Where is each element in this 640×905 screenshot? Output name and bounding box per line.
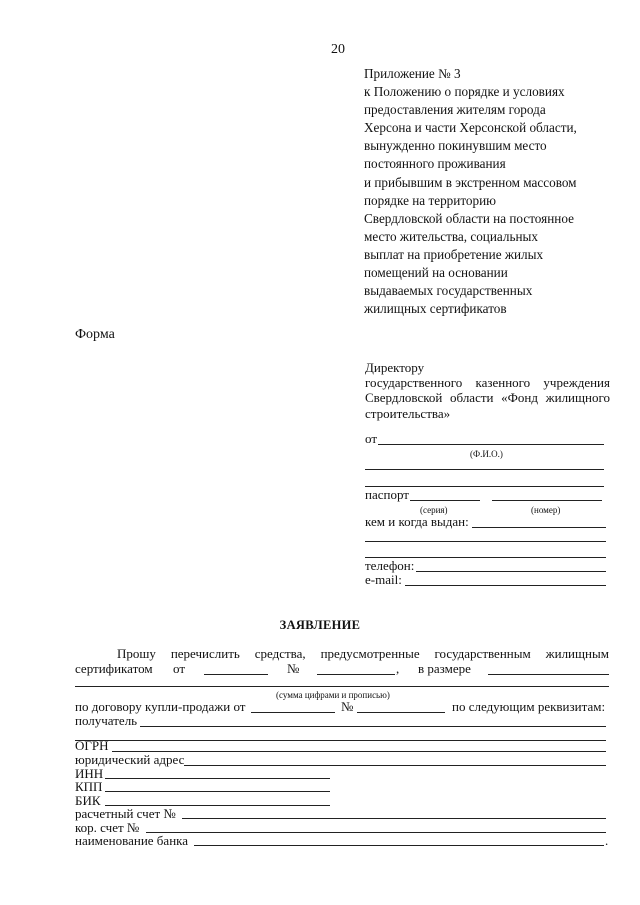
passport-label: паспорт <box>365 487 409 502</box>
amount-field-line-2[interactable] <box>75 686 609 687</box>
passport-series-field[interactable] <box>410 500 480 501</box>
cert-comma: , <box>396 661 400 676</box>
appendix-header <box>364 65 624 318</box>
bik-label: БИК <box>75 793 101 808</box>
account-label: расчетный счет № <box>75 806 176 821</box>
appendix-line: к Положению о порядке и условиях <box>364 84 565 100</box>
appendix-line: выдаваемых государственных <box>364 283 533 299</box>
form-label: Форма <box>75 327 115 342</box>
recipient-field-line-2[interactable] <box>75 740 606 741</box>
appendix-line: порядке на территорию <box>364 192 497 208</box>
bank-name-field[interactable] <box>194 845 604 846</box>
legal-address-label: юридический адрес <box>75 752 185 767</box>
amount-caption: (сумма цифрами и прописью) <box>276 690 390 700</box>
appendix-line: предоставления жителям города <box>364 102 546 118</box>
contract-date-field[interactable] <box>251 712 335 713</box>
issued-by-field-line-2[interactable] <box>365 541 606 542</box>
appendix-line: Свердловской области на постоянное <box>364 210 574 226</box>
fio-field[interactable] <box>378 444 604 445</box>
contract-label: по договору купли-продажи от <box>75 699 246 714</box>
contract-number-field[interactable] <box>357 712 445 713</box>
appendix-line: постоянного проживания <box>364 156 506 172</box>
phone-label: телефон: <box>365 558 415 573</box>
legal-address-field[interactable] <box>184 765 606 766</box>
addressee-line-1: Директору <box>365 360 425 375</box>
inn-label: ИНН <box>75 766 104 781</box>
statement-title: ЗАЯВЛЕНИЕ <box>279 618 361 632</box>
ogrn-label: ОГРН <box>75 738 109 753</box>
appendix-line: выплат на приобретение жилых <box>364 246 544 262</box>
addressee-line-4: строительства» <box>365 405 451 421</box>
certificate-date-field[interactable] <box>204 674 268 675</box>
kpp-field[interactable] <box>105 791 330 792</box>
ogrn-field[interactable] <box>112 751 606 752</box>
number-caption: (номер) <box>531 505 561 515</box>
inn-field[interactable] <box>105 778 330 779</box>
appendix-line: место жительства, социальных <box>364 228 538 244</box>
appendix-line: Приложение № 3 <box>364 66 461 81</box>
corr-account-field[interactable] <box>146 832 606 833</box>
kpp-label: КПП <box>75 779 103 794</box>
passport-number-field[interactable] <box>492 500 602 501</box>
addressee-line-2: государственного казенного учреждения <box>365 375 610 391</box>
corr-account-label: кор. счет № <box>75 820 140 835</box>
certificate-label: сертификатом <box>75 661 153 676</box>
amount-label: в размере <box>418 661 471 676</box>
email-label: e-mail: <box>365 572 402 587</box>
series-caption: (серия) <box>420 505 448 515</box>
account-field[interactable] <box>182 818 606 819</box>
from-label: от <box>365 431 378 446</box>
issued-by-field[interactable] <box>472 527 606 528</box>
addressee-block <box>365 360 610 421</box>
para-word: предусмотренные <box>320 646 420 661</box>
phone-field[interactable] <box>416 571 606 572</box>
appendix-line: Херсона и части Херсонской области, <box>364 120 577 136</box>
recipient-field[interactable] <box>140 726 606 727</box>
appendix-line: и прибывшим в экстренном массовом <box>364 174 577 190</box>
recipient-label: получатель <box>75 713 138 728</box>
details-label: по следующим реквизитам: <box>452 699 606 714</box>
appendix-line: вынужденно покинувшим место <box>364 138 547 154</box>
para-word: государственным <box>434 646 531 661</box>
bank-name-label: наименование банка <box>75 833 189 848</box>
contract-number-sign: № <box>341 699 354 714</box>
certificate-number-field[interactable] <box>317 674 395 675</box>
issued-by-label: кем и когда выдан: <box>365 514 469 529</box>
para-word: Прошу <box>117 646 156 661</box>
amount-field[interactable] <box>488 674 609 675</box>
para-word: жилищным <box>545 646 609 661</box>
para-word: перечислить <box>170 646 240 661</box>
cert-number-sign: № <box>287 661 300 676</box>
statement-paragraph-line-1 <box>117 647 609 661</box>
para-word: средства, <box>254 646 306 661</box>
fio-caption: (Ф.И.О.) <box>470 449 503 459</box>
fio-field-line-2[interactable] <box>365 469 604 470</box>
appendix-line: помещений на основании <box>364 265 508 281</box>
addressee-line-3: Свердловской области «Фонд жилищного <box>365 390 610 406</box>
email-field[interactable] <box>405 585 606 586</box>
appendix-line: жилищных сертификатов <box>364 301 507 317</box>
cert-from-label: от <box>173 661 186 676</box>
page-number: 20 <box>331 42 345 57</box>
end-period: . <box>605 833 609 848</box>
